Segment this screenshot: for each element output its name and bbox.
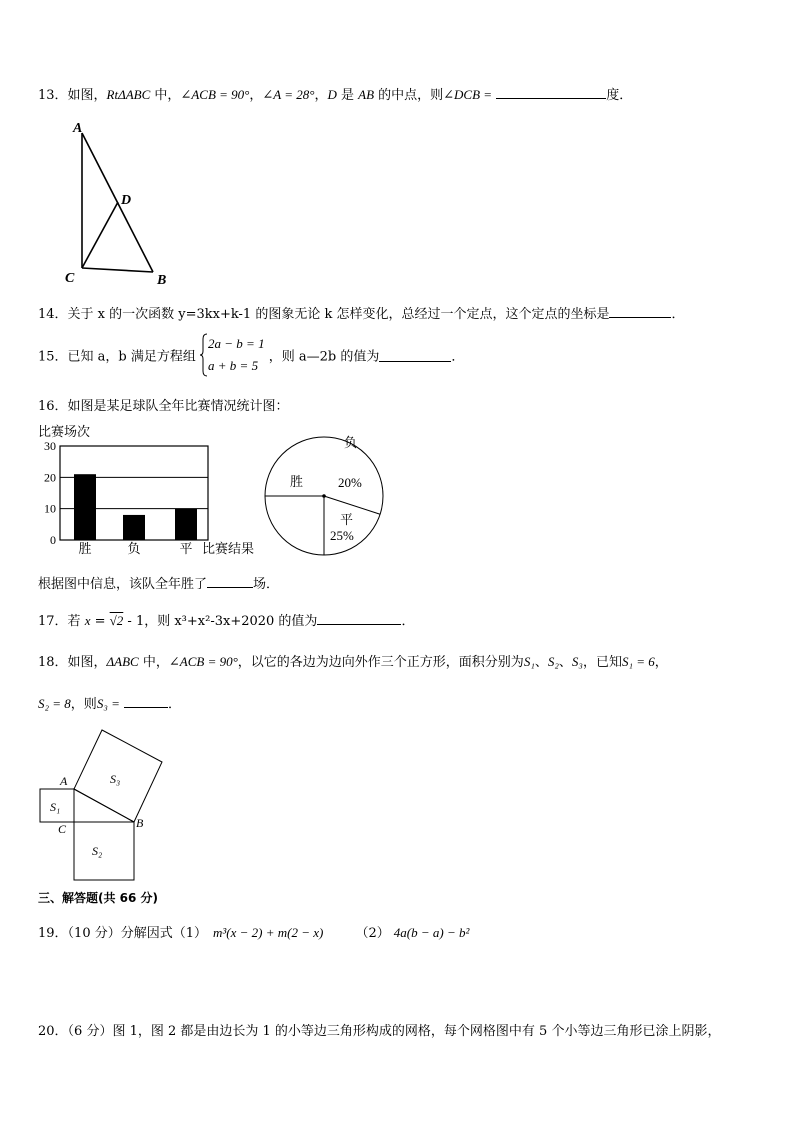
bar-y-tick-label: 30: [44, 439, 56, 453]
pie-value-draw: 25%: [330, 528, 354, 543]
q17-line: 17．若 x = √2 - 1，则 x³+x²-3x+2020 的值为 ．: [38, 613, 415, 629]
pie-label-lose: 负: [344, 435, 358, 450]
q13-answer-blank[interactable]: [496, 86, 606, 99]
fig18-label-A: A: [60, 774, 68, 788]
fig18-label-B: B: [136, 816, 144, 830]
q14-answer-blank[interactable]: [609, 305, 671, 318]
q20-line: 20．（6 分）图 1，图 2 都是由边长为 1 的小等边三角形构成的网格，每个网格图中有 5 个小等边三角形已涂上阴影，: [38, 1024, 721, 1039]
bar-1: [123, 515, 145, 540]
bar-chart: [36, 420, 266, 560]
bar-y-tick-label: 10: [44, 501, 56, 516]
fig18-label-S1: S₁: [50, 800, 61, 814]
fig18-label-S2: S₂: [92, 844, 103, 858]
q14-line: 14．关于 x 的一次函数 y=3kx+k-1 的图象无论 k 怎样变化，总经过一个定点，这个定点的坐标是 ．: [38, 307, 685, 322]
q18-line-2: S₂ = 8，则S₃ = ．: [38, 696, 182, 712]
q19-line: 19．（10 分）分解因式（1） m³(x − 2) + m(2 − x) （2） 4a(b − a) − b²: [38, 925, 470, 941]
q18-figure: [30, 725, 180, 885]
label-B: B: [157, 273, 167, 288]
fig18-label-S3: S₃: [110, 772, 121, 786]
bar-y-tick-label: 0: [50, 533, 56, 547]
fig18-label-C: C: [58, 822, 67, 836]
equation-system: [200, 333, 265, 377]
q15-answer-blank[interactable]: [379, 349, 451, 362]
q18-answer-blank[interactable]: [124, 695, 168, 708]
section-3-title: 三、解答题(共 66 分): [38, 891, 159, 905]
q13-figure: [55, 118, 185, 290]
pie-label-draw: 平: [340, 512, 354, 527]
equation-1: 2a − b = 1: [208, 336, 265, 351]
equation-2: a + b = 5: [208, 358, 259, 373]
pie-value-lose: 20%: [338, 475, 362, 490]
bar-x-tick-label: 胜: [78, 541, 92, 556]
q15-line: 15．已知 a，b 满足方程组 2a − b = 1 a + b = 5 ，则 a—2b 的值为 ．: [38, 333, 464, 381]
bar-y-axis-label: 比赛场次: [38, 424, 91, 439]
bar-0: [74, 474, 96, 540]
bar-x-tick-label: 平: [179, 541, 193, 556]
q17-answer-blank[interactable]: [317, 612, 401, 625]
q16-answer-line: 根据图中信息，该队全年胜了 场．: [38, 577, 280, 592]
label-C: C: [65, 271, 75, 286]
pie-label-win: 胜: [290, 474, 304, 489]
pie-center: [322, 494, 326, 498]
q18-line-1: 18．如图，ΔABC 中，∠ACB = 90°，以它的各边为边向外作三个正方形，面积分别为S₁、S₂、S₃，已知S₁ = 6，: [38, 654, 668, 670]
pie-chart: [262, 420, 392, 560]
label-D: D: [121, 193, 132, 208]
q13-line: 13．如图，RtΔABC 中，∠ACB = 90°，∠A = 28°，D 是 AB 的中点，则∠DCB = 度．: [38, 87, 633, 103]
bar-y-tick-label: 20: [44, 470, 56, 485]
bar-2: [175, 509, 197, 540]
q16-answer-blank[interactable]: [207, 575, 253, 588]
bar-x-tick-label: 负: [127, 541, 141, 556]
label-A: A: [73, 121, 83, 136]
bar-x-axis-label: 比赛结果: [202, 541, 255, 556]
q16-line: 16．如图是某足球队全年比赛情况统计图：: [38, 399, 289, 414]
